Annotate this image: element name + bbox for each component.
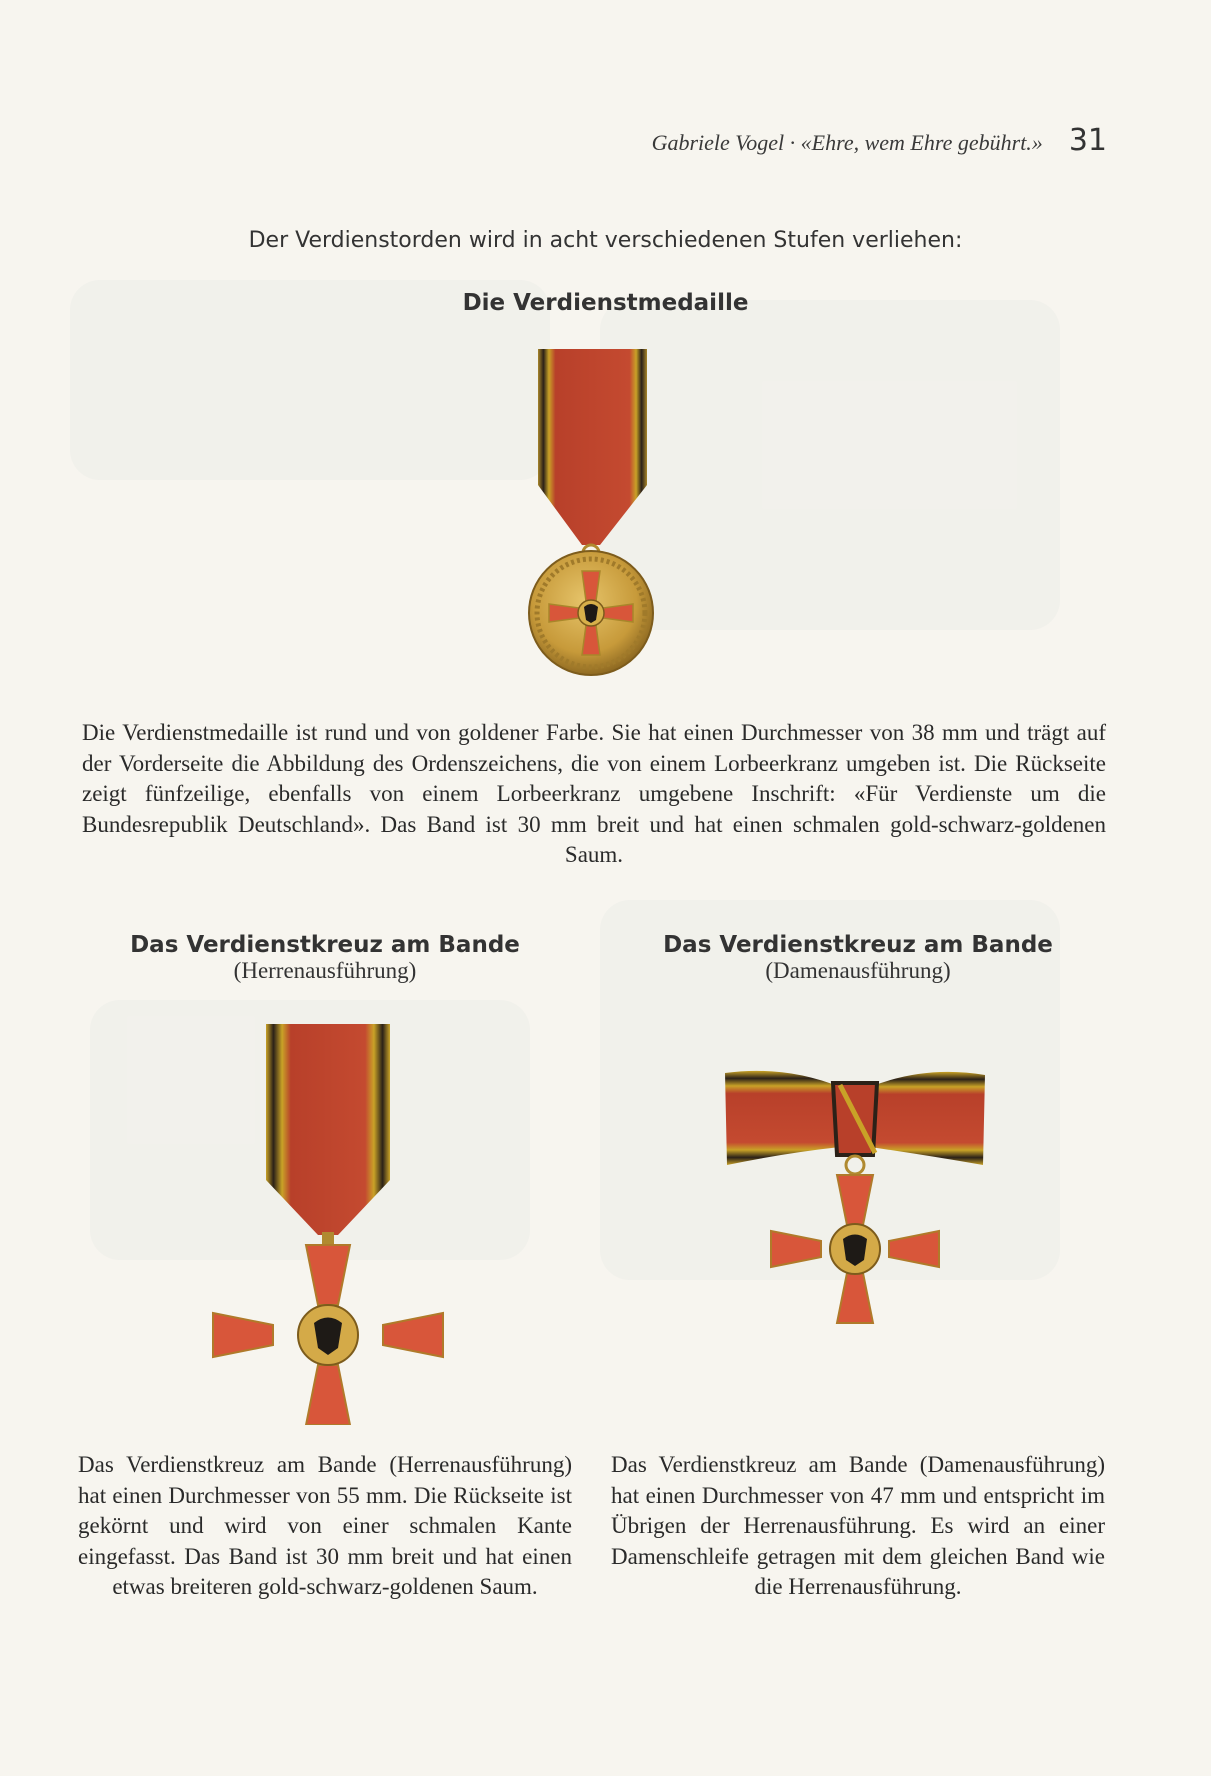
herren-heading: Das Verdienstkreuz am Bande xyxy=(130,932,520,958)
herren-description: Das Verdienstkreuz am Bande (Herrenausführung) hat einen Durchmesser von 55 mm. Die Rückseite ist gekörnt und wird von einer schmalen Kante eingefasst. Das Band ist 30 mm breit und hat einen etwas breiteren gold-schwarz-goldenen Saum. xyxy=(78,1452,572,1600)
verdienstkreuz-damen-icon xyxy=(715,1065,995,1425)
herren-heading-block xyxy=(80,932,570,984)
running-title: Gabriele Vogel · «Ehre, wem Ehre gebührt.» xyxy=(651,130,1043,155)
damen-heading-block xyxy=(613,932,1103,984)
running-header xyxy=(652,123,1107,158)
damen-subheading: (Damenausführung) xyxy=(765,958,951,983)
herren-subheading: (Herrenausführung) xyxy=(233,958,417,983)
verdienstmedaille-icon xyxy=(510,345,670,690)
medal-heading: Die Verdienstmedaille xyxy=(462,290,749,316)
damen-description: Das Verdienstkreuz am Bande (Damenausführung) hat einen Durchmesser von 47 mm und entspricht im Übrigen der Herrenausführung. Es wird an einer Damenschleife getragen mit dem gleichen Band wie die Herrenausführung. xyxy=(611,1452,1105,1600)
intro-text: Der Verdienstorden wird in acht verschiedenen Stufen verliehen: xyxy=(248,228,963,253)
medal-description: Die Verdienstmedaille ist rund und von goldener Farbe. Sie hat einen Durchmesser von 38 mm und trägt auf der Vorderseite die Abbildung des Ordenszeichens, die von einem Lorbeerkranz umgeben ist. Die Rückseite zeigt fünfzeilige, ebenfalls von einem Lorbeerkranz umgebene Inschrift: «Für Verdienste um die Bundesrepublik Deutschland». Das Band ist 30 mm breit und hat einen schmalen gold-schwarz-goldenen Saum. xyxy=(82,720,1106,868)
damen-heading: Das Verdienstkreuz am Bande xyxy=(663,932,1053,958)
verdienstkreuz-herren-icon xyxy=(210,1020,450,1425)
page-number: 31 xyxy=(1068,123,1107,158)
